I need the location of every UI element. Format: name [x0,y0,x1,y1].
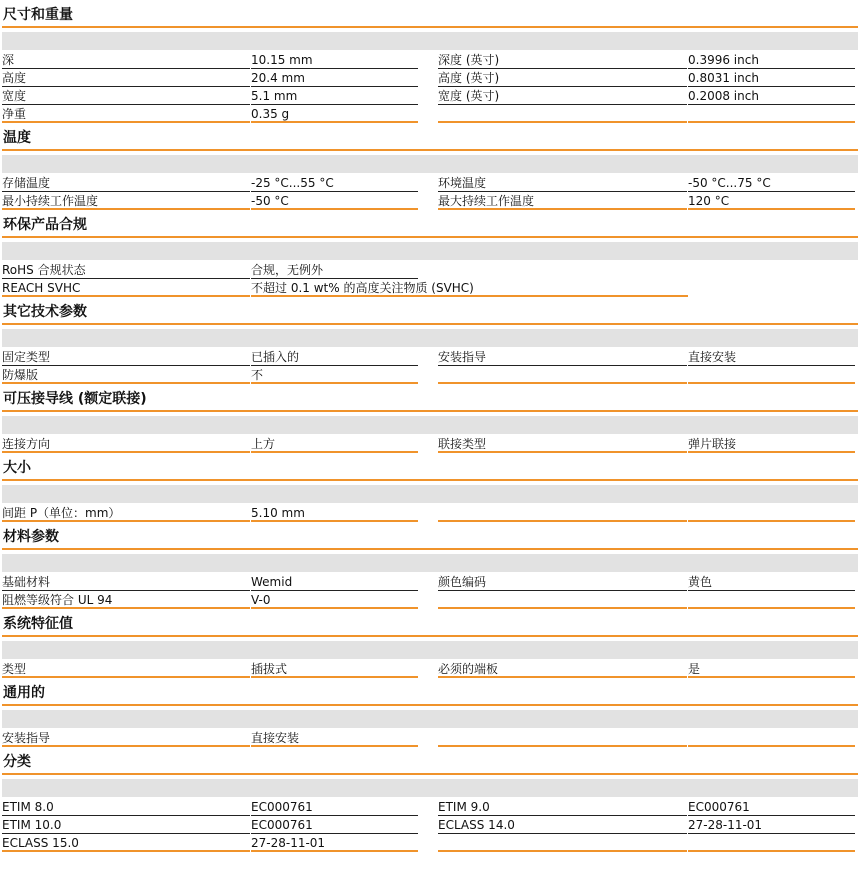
property-value [688,729,855,747]
section-header-bar [2,554,858,572]
property-label: 必须的端板 [438,660,687,678]
table-row [2,279,858,297]
property-label: 深 [2,51,250,69]
property-value: 0.3996 inch [688,51,855,69]
property-label [438,504,687,522]
property-label: 最大持续工作温度 [438,192,687,210]
property-label: 高度 [2,69,250,87]
property-value [688,261,855,279]
property-label: 固定类型 [2,348,250,366]
section [2,214,858,297]
property-label [438,105,687,123]
section [2,751,858,852]
property-label: 类型 [2,660,250,678]
section-title: 大小 [2,457,858,481]
property-value: V-0 [251,591,418,609]
property-label: 深度 (英寸) [438,51,687,69]
section-header-bar [2,710,858,728]
property-value: 已插入的 [251,348,418,366]
property-value: -50 °C...75 °C [688,174,855,192]
datasheet-page [0,4,858,852]
property-value: 5.10 mm [251,504,418,522]
property-label: RoHS 合规状态 [2,261,250,279]
table-row [2,729,858,747]
property-value: 不 [251,366,418,384]
table-row [2,591,858,609]
property-label: ECLASS 14.0 [438,816,687,834]
section-header-bar [2,329,858,347]
property-value: 上方 [251,435,418,453]
section-title: 其它技术参数 [2,301,858,325]
property-value: -25 °C...55 °C [251,174,418,192]
section-title: 分类 [2,751,858,775]
property-label [438,834,687,852]
property-label: 基础材料 [2,573,250,591]
section-header-bar [2,155,858,173]
property-value: 不超过 0.1 wt% 的高度关注物质 (SVHC) [251,279,688,297]
table-row [2,51,858,69]
table-row [2,348,858,366]
property-value: 0.35 g [251,105,418,123]
section-header-bar [2,779,858,797]
table-row [2,69,858,87]
section-title: 材料参数 [2,526,858,550]
section [2,457,858,522]
property-value [688,366,855,384]
section-header-bar [2,485,858,503]
section-title: 尺寸和重量 [2,4,858,28]
property-label: 安装指导 [438,348,687,366]
property-value: 0.8031 inch [688,69,855,87]
property-value [688,591,855,609]
section [2,682,858,747]
section-title: 环保产品合规 [2,214,858,238]
property-label: 间距 P（单位：mm） [2,504,250,522]
property-label [438,366,687,384]
table-row [2,798,858,816]
property-label: ETIM 8.0 [2,798,250,816]
property-label: ETIM 9.0 [438,798,687,816]
property-label: 安装指导 [2,729,250,747]
table-row [2,834,858,852]
section-title: 通用的 [2,682,858,706]
property-label: 净重 [2,105,250,123]
section [2,613,858,678]
property-label: 连接方向 [2,435,250,453]
section-header-bar [2,416,858,434]
property-label: 高度 (英寸) [438,69,687,87]
property-label [438,591,687,609]
table-row [2,435,858,453]
property-value: 直接安装 [688,348,855,366]
section [2,301,858,384]
property-label [438,729,687,747]
property-label: 最小持续工作温度 [2,192,250,210]
property-value: -50 °C [251,192,418,210]
property-value: 0.2008 inch [688,87,855,105]
property-value [688,834,855,852]
property-value: 27-28-11-01 [688,816,855,834]
table-row [2,660,858,678]
property-label [438,261,687,279]
property-label: 宽度 [2,87,250,105]
table-row [2,573,858,591]
table-row [2,192,858,210]
property-value [688,105,855,123]
section-title: 可压接导线 (额定联接) [2,388,858,412]
property-label: 宽度 (英寸) [438,87,687,105]
property-label: 颜色编码 [438,573,687,591]
section [2,127,858,210]
property-value: EC000761 [251,798,418,816]
property-value: 插拔式 [251,660,418,678]
property-value: EC000761 [251,816,418,834]
property-value: 弹片联接 [688,435,855,453]
property-label: 阻燃等级符合 UL 94 [2,591,250,609]
section-header-bar [2,242,858,260]
property-label: 存储温度 [2,174,250,192]
property-label: REACH SVHC [2,279,250,297]
property-value: 直接安装 [251,729,418,747]
section [2,388,858,453]
property-value [688,504,855,522]
section-header-bar [2,641,858,659]
table-row [2,816,858,834]
property-value: 120 °C [688,192,855,210]
property-value: 20.4 mm [251,69,418,87]
property-label: ETIM 10.0 [2,816,250,834]
table-row [2,87,858,105]
section-title: 温度 [2,127,858,151]
property-value: 黄色 [688,573,855,591]
property-value: 是 [688,660,855,678]
property-label: ECLASS 15.0 [2,834,250,852]
property-value: 合规，无例外 [251,261,418,279]
property-value: 5.1 mm [251,87,418,105]
property-label: 环境温度 [438,174,687,192]
property-label: 联接类型 [438,435,687,453]
property-value: EC000761 [688,798,855,816]
section-header-bar [2,32,858,50]
property-value: 27-28-11-01 [251,834,418,852]
property-value: 10.15 mm [251,51,418,69]
property-label: 防爆版 [2,366,250,384]
table-row [2,261,858,279]
section-title: 系统特征值 [2,613,858,637]
table-row [2,504,858,522]
table-row [2,366,858,384]
section [2,526,858,609]
section [2,4,858,123]
table-row [2,105,858,123]
property-value: Wemid [251,573,418,591]
table-row [2,174,858,192]
